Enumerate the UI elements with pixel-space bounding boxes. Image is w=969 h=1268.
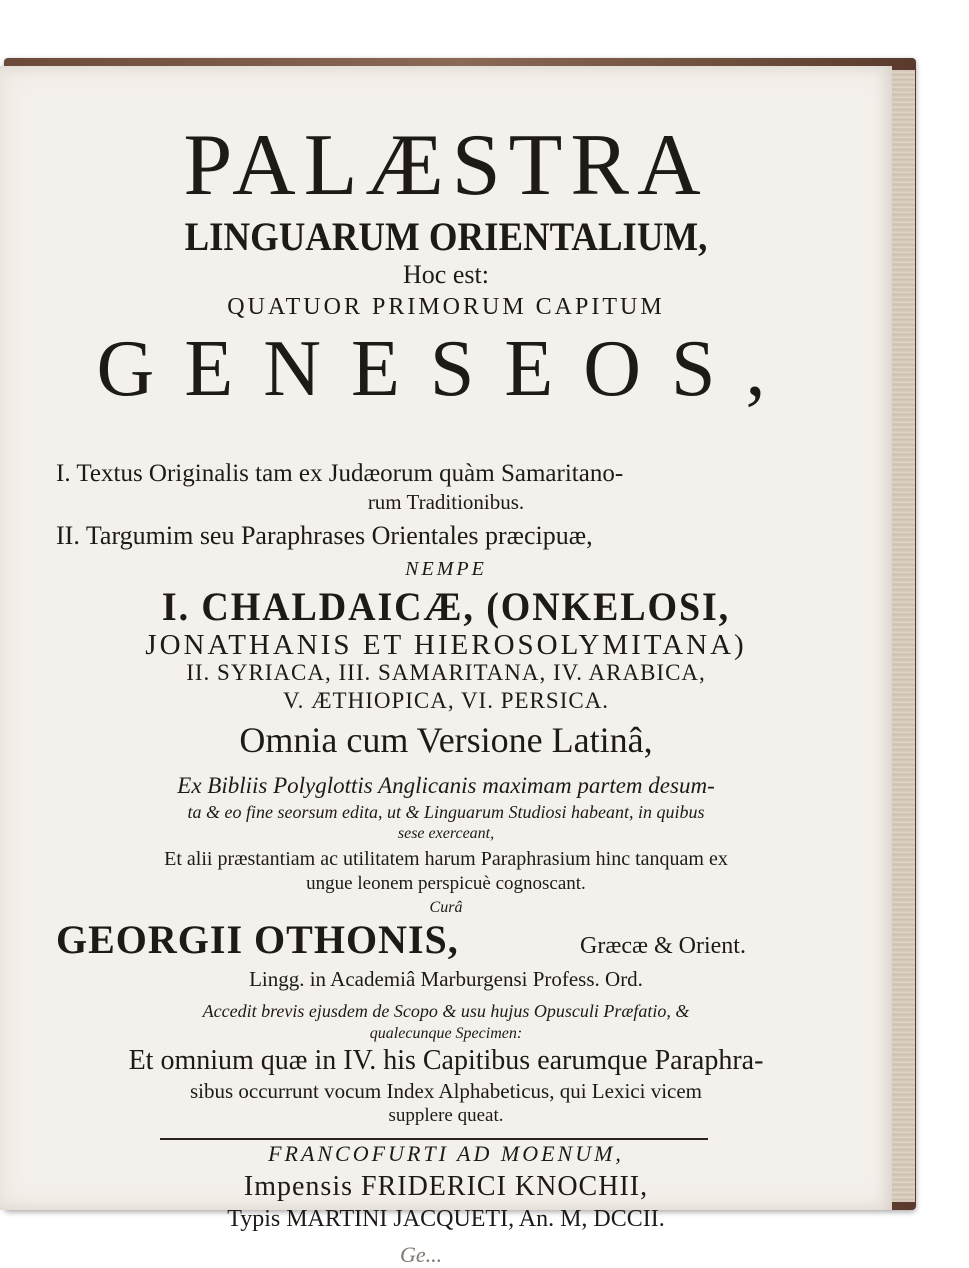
book-title: PALÆSTRA xyxy=(183,117,709,214)
et-omnium-line3: supplere queat. xyxy=(388,1105,504,1126)
cura: Curâ xyxy=(429,899,463,916)
jonathanis-line: JONATHANIS ET HIEROSOLYMITANA) xyxy=(145,629,747,661)
aethiopica-line: V. ÆTHIOPICA, VI. PERSICA. xyxy=(282,688,610,713)
et-alii-line2: ungue leonem perspicuè cognoscant. xyxy=(306,873,586,894)
imprint-publisher: Impensis FRIDERICI KNOCHII, xyxy=(243,1171,649,1202)
imprint-place: FRANCOFURTI AD MOENUM, xyxy=(268,1141,624,1166)
quatuor-line: QUATUOR PRIMORUM CAPITUM xyxy=(227,294,665,320)
item-i-line2: rum Traditionibus. xyxy=(367,490,525,514)
title-page xyxy=(0,66,892,1267)
et-omnium-line1: Et omnium quæ in IV. his Capitibus earumque Paraphra- xyxy=(128,1045,764,1076)
geneseos-heading: GENESEOS, xyxy=(96,325,796,413)
et-omnium-line2: sibus occurrunt vocum Index Alphabeticus, qui Lexici vicem xyxy=(189,1079,703,1103)
imprint-printer: Typis MARTINI JACQUETI, An. M, DCCII. xyxy=(227,1206,665,1232)
item-i-line1: I. Textus Originalis tam ex Judæorum quàm Samaritano- xyxy=(56,460,624,487)
author-title: Græcæ & Orient. xyxy=(580,933,746,959)
syriaca-line: II. SYRIACA, III. SAMARITANA, IV. ARABICA, xyxy=(186,660,706,685)
item-ii: II. Targumim seu Paraphrases Orientales præcipuæ, xyxy=(56,521,593,550)
ex-biblis-line1: Ex Bibliis Polyglottis Anglicanis maximam partem desum- xyxy=(177,773,715,798)
ex-biblis-line3: sese exerceant, xyxy=(397,825,495,842)
accedit-line2: qualecunque Specimen: xyxy=(369,1025,523,1042)
et-alii-line1: Et alii præstantiam ac utilitatem harum Paraphrasium hinc tanquam ex xyxy=(164,848,728,870)
book-subtitle: LINGUARUM ORIENTALIUM, xyxy=(184,214,708,259)
chaldaicae-line: I. CHALDAICÆ, (ONKELOSI, xyxy=(161,584,731,629)
hoc-est: Hoc est: xyxy=(403,260,489,289)
nempe: NEMPE xyxy=(405,558,487,580)
author-affiliation: Lingg. in Academiâ Marburgensi Profess. Ord. xyxy=(249,967,643,991)
ex-biblis-line2: ta & eo fine seorsum edita, ut & Linguarum Studiosi habeant, in quibus xyxy=(187,802,705,822)
accedit-line1: Accedit brevis ejusdem de Scopo & usu hujus Opusculi Præfatio, & xyxy=(202,1001,690,1021)
manuscript-mark: Ge... xyxy=(400,1242,443,1267)
author-name: GEORGII OTHONIS, xyxy=(56,917,459,962)
omnia-line: Omnia cum Versione Latinâ, xyxy=(239,720,653,760)
